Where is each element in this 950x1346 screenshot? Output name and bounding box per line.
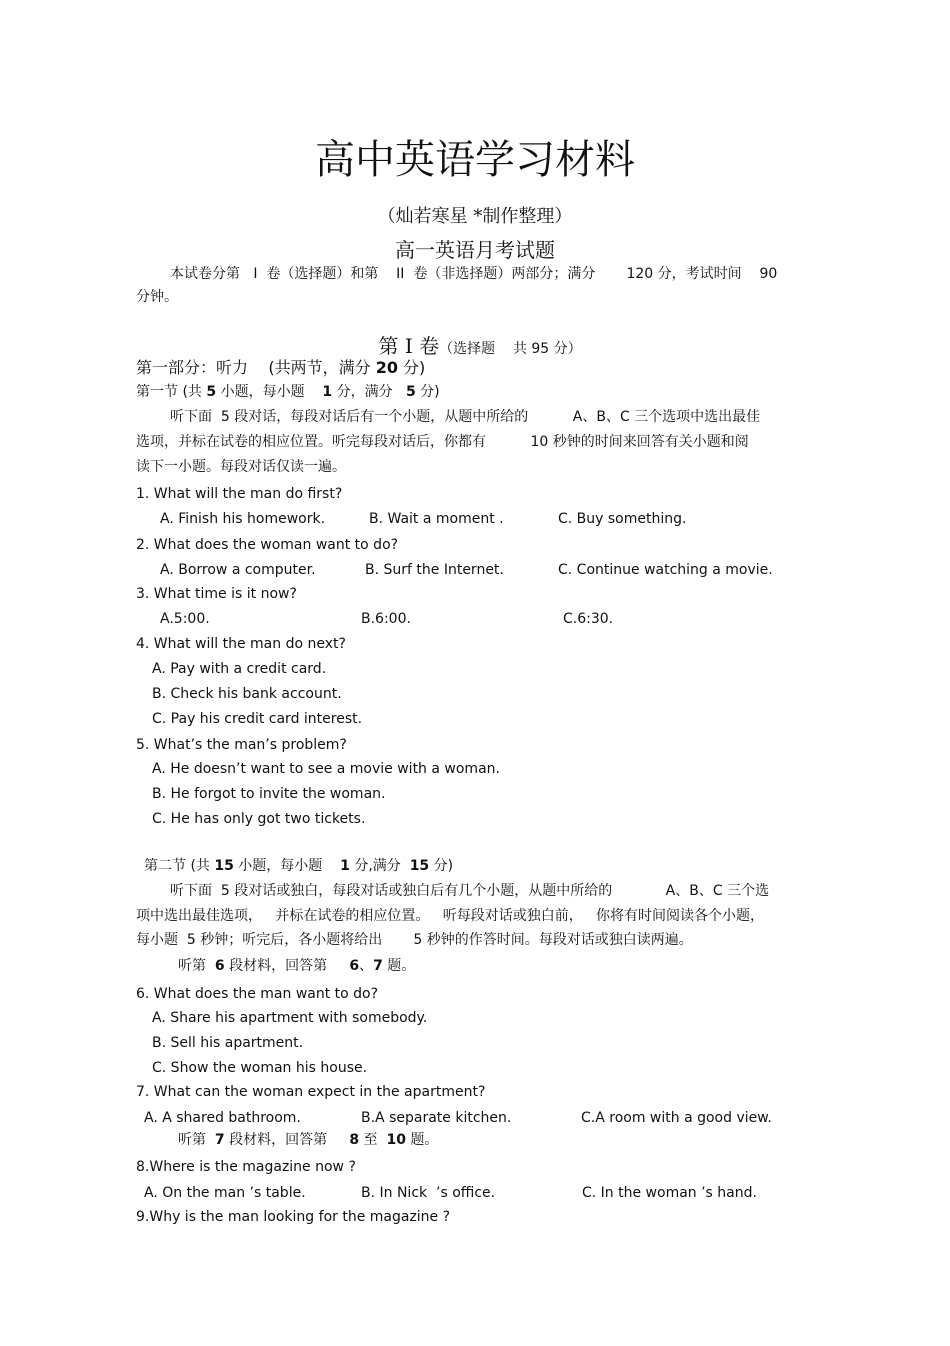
question-4: 4. What will the man do next? [136, 636, 346, 652]
part-1-heading: 第一部分：听力 (共两节，满分 20 分) [136, 358, 426, 377]
question-2-option-a: A. Borrow a computer. [160, 562, 316, 578]
section-1-instruction-3: 读下一小题。每段对话仅读一遍。 [136, 459, 346, 475]
volume-1-heading [0, 320, 950, 356]
intro-line-1: 本试卷分第 I 卷（选择题）和第 II 卷（非选择题）两部分；满分 120 分，考试时间 90 [170, 266, 778, 282]
question-5-option-c: C. He has only got two tickets. [152, 811, 366, 827]
question-7-option-a: A. A shared bathroom. [144, 1110, 301, 1126]
question-4-option-a: A. Pay with a credit card. [152, 661, 327, 677]
volume-1-note: （选择题 共 95 分） [439, 341, 582, 357]
question-6-option-b: B. Sell his apartment. [152, 1035, 304, 1051]
section-2-instruction-2: 项中选出最佳选项， 并标在试卷的相应位置。 听每段对话或独白前， 你将有时间阅读各个小题， [136, 908, 765, 924]
question-8-option-a: A. On the man ’s table. [144, 1185, 306, 1201]
section-1-heading: 第一节 (共 5 小题，每小题 1 分，满分 5 分) [136, 384, 440, 400]
section-2-instruction-1: 听下面 5 段对话或独白，每段对话或独白后有几个小题，从题中所给的 A、B、C 三个选 [170, 883, 770, 899]
question-1-option-a: A. Finish his homework. [160, 511, 326, 527]
question-1-option-c: C. Buy something. [558, 511, 687, 527]
question-3-option-b: B.6:00. [361, 611, 411, 627]
question-6-option-a: A. Share his apartment with somebody. [152, 1010, 428, 1026]
question-5-option-b: B. He forgot to invite the woman. [152, 786, 386, 802]
question-4-option-b: B. Check his bank account. [152, 686, 342, 702]
exam-title: 高一英语月考试题 [395, 238, 555, 262]
question-5-option-a: A. He doesn’t want to see a movie with a woman. [152, 761, 500, 777]
listen-material-7: 听第 7 段材料，回答第 8 至 10 题。 [178, 1132, 439, 1148]
question-9: 9.Why is the man looking for the magazine ? [136, 1209, 451, 1225]
question-7: 7. What can the woman expect in the apartment? [136, 1084, 486, 1100]
listen-material-6: 听第 6 段材料，回答第 6、7 题。 [178, 958, 416, 974]
question-7-option-b: B.A separate kitchen. [361, 1110, 512, 1126]
subtitle: （灿若寒星 *制作整理） [377, 206, 573, 227]
question-1-option-b: B. Wait a moment . [369, 511, 504, 527]
question-2-option-c: C. Continue watching a movie. [558, 562, 773, 578]
question-3-option-c: C.6:30. [563, 611, 614, 627]
question-1: 1. What will the man do first? [136, 486, 343, 502]
question-6-option-c: C. Show the woman his house. [152, 1060, 368, 1076]
intro-line-2: 分钟。 [136, 289, 178, 305]
question-2: 2. What does the woman want to do? [136, 537, 399, 553]
question-6: 6. What does the man want to do? [136, 986, 379, 1002]
question-3-option-a: A.5:00. [160, 611, 210, 627]
section-1-instruction-2: 选项，并标在试卷的相应位置。听完每段对话后，你都有 10 秒钟的时间来回答有关小题和阅 [136, 434, 749, 450]
section-1-instruction-1: 听下面 5 段对话，每段对话后有一个小题，从题中所给的 A、B、C 三个选项中选出最佳 [170, 409, 761, 425]
main-title: 高中英语学习材料 [315, 137, 635, 183]
question-8-option-c: C. In the woman ’s hand. [582, 1185, 757, 1201]
question-5: 5. What’s the man’s problem? [136, 737, 347, 753]
section-2-heading: 第二节 (共 15 小题，每小题 1 分,满分 15 分) [144, 858, 454, 874]
question-3: 3. What time is it now? [136, 586, 297, 602]
question-2-option-b: B. Surf the Internet. [365, 562, 504, 578]
question-7-option-c: C.A room with a good view. [581, 1110, 772, 1126]
volume-1-label: 第 I 卷 [378, 334, 440, 358]
section-2-instruction-3: 每小题 5 秒钟；听完后，各小题将给出 5 秒钟的作答时间。每段对话或独白读两遍。 [136, 932, 693, 948]
question-8: 8.Where is the magazine now ? [136, 1159, 356, 1175]
question-4-option-c: C. Pay his credit card interest. [152, 711, 363, 727]
question-8-option-b: B. In Nick ’s office. [361, 1185, 496, 1201]
